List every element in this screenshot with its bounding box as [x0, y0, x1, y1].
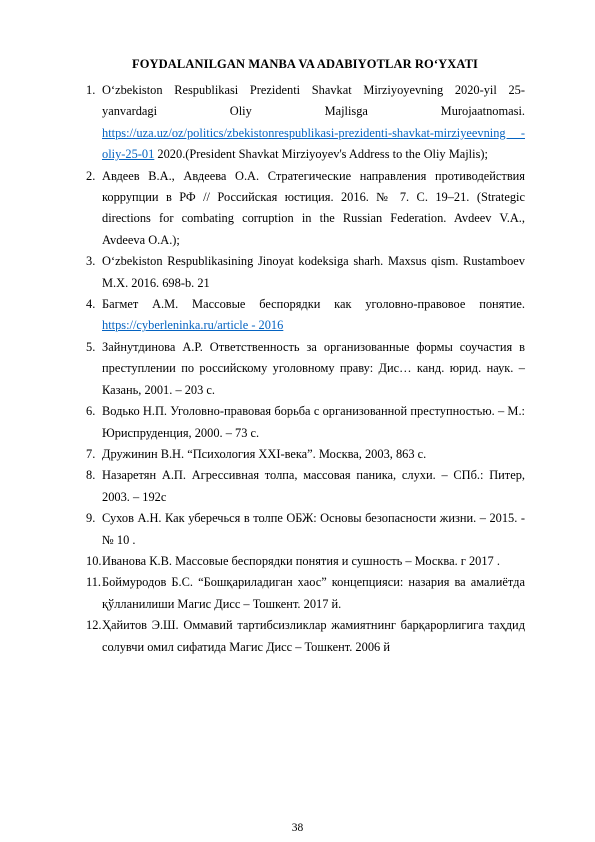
- reference-item: [86, 251, 525, 294]
- reference-text: Ҳайитов Э.Ш. Оммавий тартибсизликлар жамиятнинг барқарорлигига таҳдид солувчи омил сифатида Магис Дисс – Тошкент. 2006 й: [102, 618, 525, 654]
- page-number: 38: [291, 822, 304, 834]
- page-title: FOYDALANILGAN MANBA VA ADABIYOTLAR RO‘YXATI: [131, 57, 478, 71]
- reference-item: [86, 615, 525, 658]
- reference-number: 5.: [86, 339, 96, 354]
- reference-text: Дружинин В.Н. “Психология XXI-века”. Москва, 2003, 863 с.: [102, 446, 427, 461]
- reference-number: 2.: [86, 168, 96, 183]
- reference-item: [86, 80, 525, 166]
- reference-number: 1.: [86, 83, 96, 97]
- reference-item: [86, 166, 525, 252]
- reference-text: Oʻzbekiston Respublikasi Prezidenti Shavkat Mirziyoyevning 2020-yil 25-yanvardagi Oliy Majlisga Murojaatnomasi.: [102, 83, 525, 119]
- reference-text: O‘zbekiston Respublikasining Jinoyat kodeksiga sharh. Maxsus qism. Rustamboev M.X. 2016. 698-b. 21: [102, 254, 525, 290]
- reference-text-tail: 2020.(President Shavkat Mirziyoyev's Address to the Oliy Majlis);: [154, 147, 488, 162]
- reference-item: [86, 572, 525, 615]
- reference-link[interactable]: https://cyberleninka.ru/article - 2016: [102, 318, 284, 333]
- reference-item: [86, 444, 525, 465]
- reference-text: Боймуродов Б.С. “Бошқариладиган хаос” концепцияси: назария ва амалиётда қўлланилиши Магис Дисс – Тошкент. 2017 й.: [102, 575, 525, 611]
- reference-item: [86, 294, 525, 337]
- reference-text: Багмет А.М. Массовые беспорядки как уголовно-правовое понятие.: [102, 297, 525, 312]
- reference-number: 7.: [86, 446, 96, 461]
- reference-number: 4.: [86, 297, 96, 312]
- reference-text: Иванова К.В. Массовые беспорядки понятия и сушность – Москва. г 2017 .: [102, 553, 500, 568]
- reference-text: Авдеев В.А., Авдеева О.А. Стратегические направления противодействия коррупции в РФ // Российская юстиция. 2016. № 7. С. 19–21. (Strategic directions for combating corruption in the Russian Federation. Avdeev V.A., Avdeeva O.A.);: [102, 168, 525, 247]
- reference-number: 10.: [86, 553, 102, 568]
- reference-item: [86, 465, 525, 508]
- reference-item: [86, 508, 525, 551]
- reference-link[interactable]: https://uza.uz/oz/politics/zbekistonrespublikasi-prezidenti-shavkat-mirziyeevning -oliy-25-01: [102, 125, 525, 162]
- reference-number: 12.: [86, 618, 102, 633]
- reference-number: 8.: [86, 468, 96, 483]
- reference-text: Водько Н.П. Уголовно-правовая борьба с организованной преступностью. – М.: Юриспруденция, 2000. – 73 с.: [102, 404, 525, 440]
- reference-item: [86, 337, 525, 401]
- reference-list: [86, 80, 525, 658]
- reference-text: Назаретян А.П. Агрессивная толпа, массовая паника, слухи. – СПб.: Питер, 2003. – 192с: [102, 468, 525, 504]
- reference-item: [86, 401, 525, 444]
- reference-text: Зайнутдинова А.Р. Ответственность за организованные формы соучастия в преступлении по российскому уголовному праву: Дис… канд. юрид. наук. – Казань, 2001. – 203 с.: [102, 339, 525, 397]
- reference-text: Сухов А.Н. Как уберечься в толпе ОБЖ: Основы безопасности жизни. – 2015. - № 10 .: [102, 511, 525, 547]
- reference-number: 3.: [86, 254, 96, 269]
- reference-number: 6.: [86, 404, 96, 419]
- reference-number: 9.: [86, 511, 96, 526]
- reference-number: 11.: [86, 575, 102, 590]
- reference-item: [86, 551, 525, 572]
